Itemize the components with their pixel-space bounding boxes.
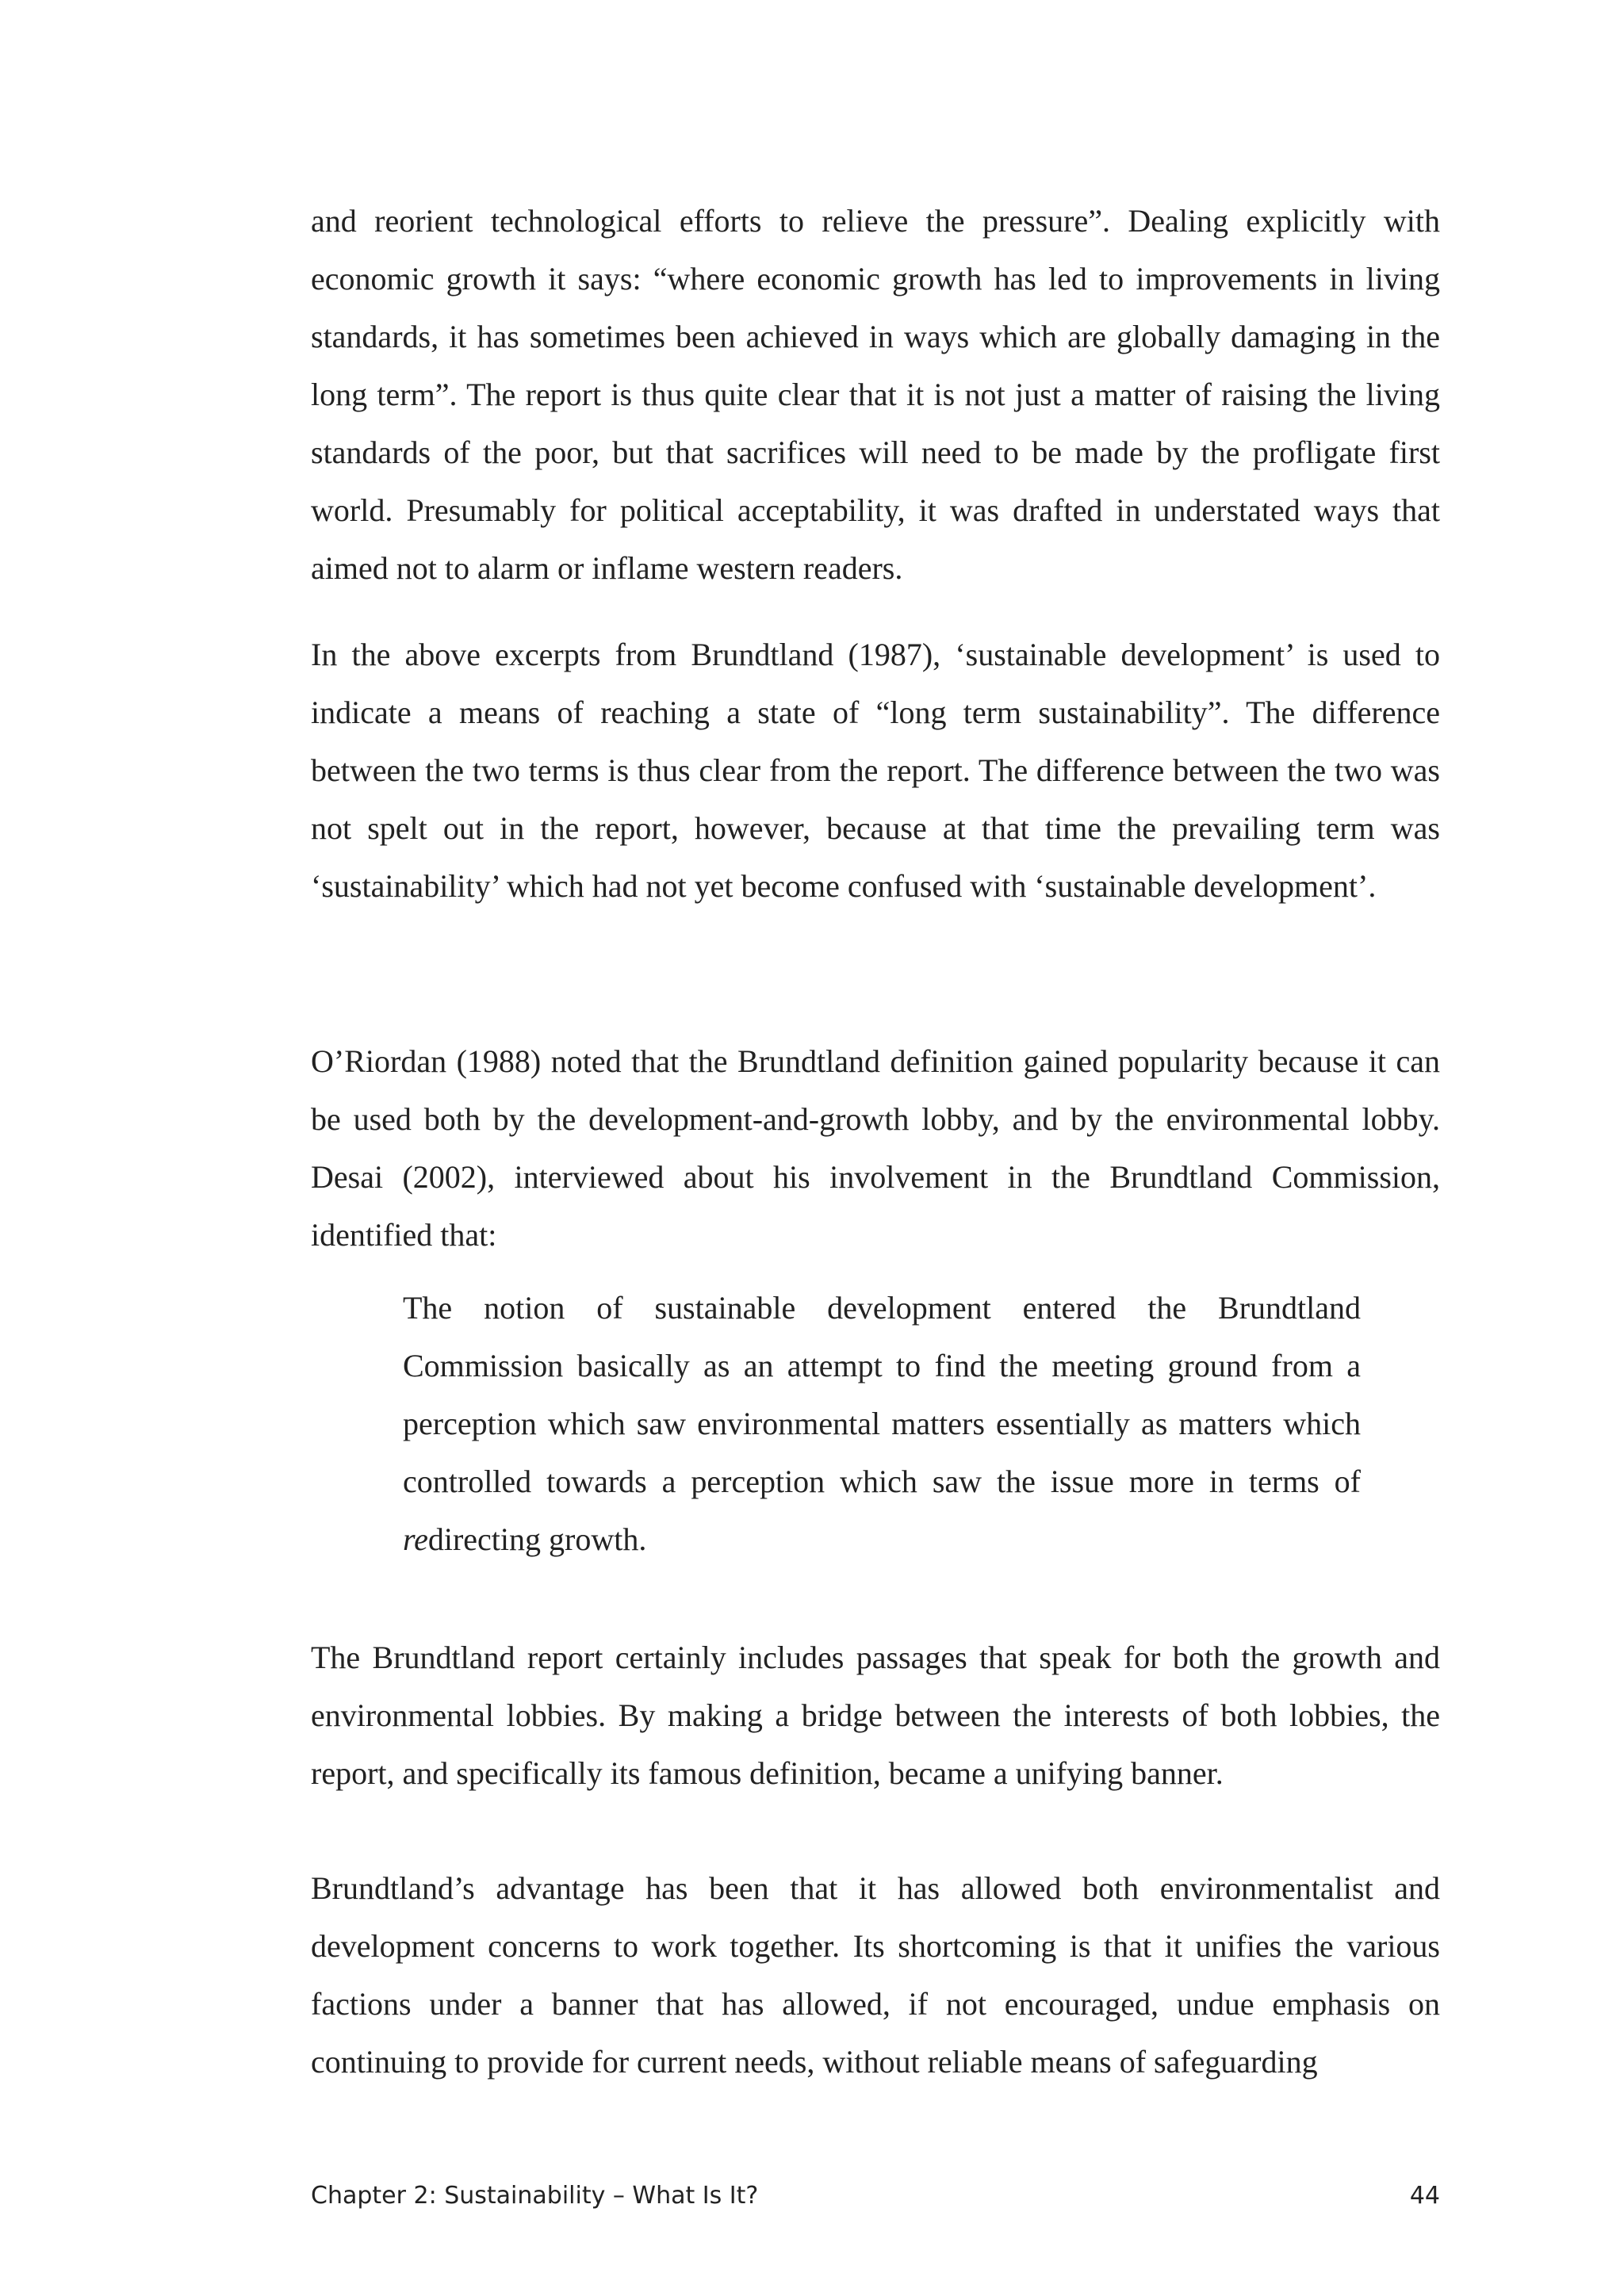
paragraph-1: and reorient technological efforts to relieve the pressure”. Dealing explicitly with economic growth it says: “where economic growth has led to improvements in living standards, it has sometimes been achieved in ways which are globally damaging in the long term”. The report is thus quite clear that it is not just a matter of raising the living standards of the poor, but that sacrifices will need to be made by the profligate first world. Presumably for political acceptability, it was drafted in understated ways that aimed not to alarm or inflame western readers. — [311, 203, 1440, 586]
footer-page-number: 44 — [1409, 2182, 1440, 2210]
paragraph-2: In the above excerpts from Brundtland (1987), ‘sustainable development’ is used to indicate a means of reaching a state of “long term sustainability”. The difference between the two terms is thus clear from the report. The difference between the two was not spelt out in the report, however, because at that time the prevailing term was ‘sustainability’ which had not yet become confused with ‘sustainable development’. — [311, 637, 1440, 904]
paragraph-3: O’Riordan (1988) noted that the Brundtland definition gained popularity because it can be used both by the development-and-growth lobby, and by the environmental lobby. Desai (2002), interviewed about his involvement in the Brundtland Commission, identified that: — [311, 1043, 1440, 1253]
block-quote-text-end: directing growth. — [427, 1521, 647, 1557]
footer-chapter-title: Chapter 2: Sustainability – What Is It? — [311, 2182, 759, 2210]
block-quote-text: The notion of sustainable development entered the Brundtland Commission basically as an attempt to find the meeting ground from a perception which saw environmental matters essentially as matters which controlled towards a perception which saw the issue more in terms of — [403, 1290, 1361, 1499]
block-quote — [403, 1279, 1361, 1568]
paragraph-6: Brundtland’s advantage has been that it has allowed both environmentalist and development concerns to work together. Its shortcoming is that it unifies the various factions under a banner that has allowed, if not encouraged, undue emphasis on continuing to provide for current needs, without reliable means of safeguarding — [311, 1870, 1440, 2080]
block-quote-italic: re — [403, 1521, 428, 1557]
paragraph-5: The Brundtland report certainly includes passages that speak for both the growth and environmental lobbies. By making a bridge between the interests of both lobbies, the report, and specifically its famous definition, became a unifying banner. — [311, 1640, 1440, 1791]
